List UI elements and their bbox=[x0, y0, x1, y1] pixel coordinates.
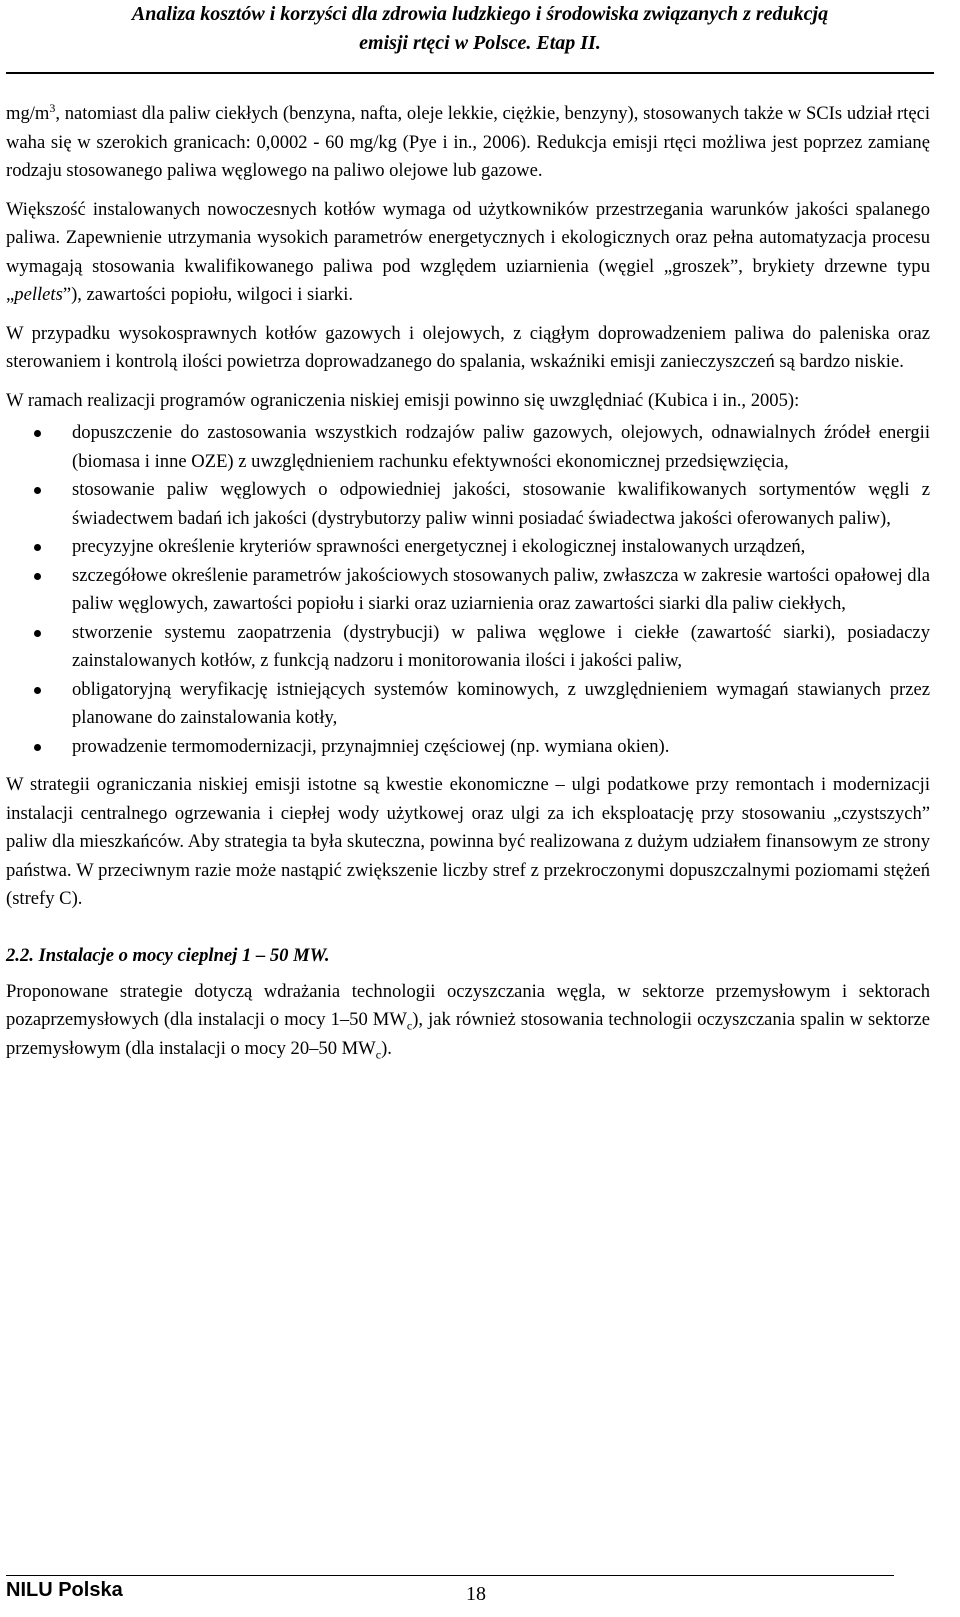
footer-divider bbox=[6, 1575, 894, 1576]
list-item bbox=[6, 419, 930, 476]
list-item bbox=[6, 676, 930, 733]
list-item-text: obligatoryjną weryfikację istniejących systemów kominowych, z uwzględnieniem wymagań stawianych przez planowane do zainstalowania kotły, bbox=[72, 678, 930, 728]
list-item bbox=[6, 562, 930, 619]
list-item-text: prowadzenie termomodernizacji, przynajmniej częściowej (np. wymiana okien). bbox=[72, 735, 670, 757]
p6-subscript-2: c bbox=[375, 1047, 382, 1062]
paragraph-gas-oil-boilers: W przypadku wysokosprawnych kotłów gazowych i olejowych, z ciągłym doprowadzeniem paliwa do paleniska oraz sterowaniem i kontrolą ilości powietrza doprowadzanego do spalania, wskaźniki emisji zanieczyszczeń są bardzo niskie. bbox=[6, 322, 930, 372]
p2-text-start: Większość instalowanych nowoczesnych kotłów wymaga od użytkowników przestrzegania warunków jakości spalanego paliwa. Zapewnienie utrzymania wysokich parametrów energetycznych i ekologicznych oraz pełna automatyzacja procesu wymagają stosowania kwalifikowanego paliwa pod względem uziarnienia (węgiel „groszek”, brykiety drzewne typu „ bbox=[6, 198, 930, 305]
paragraph-economic-strategy: W strategii ograniczania niskiej emisji istotne są kwestie ekonomiczne – ulgi podatkowe przy remontach i modernizacji instalacji centralnego ogrzewania i ciepłej wody użytkowej oraz ulgi za ich eksploatację przy stosowaniu „czystszych” paliw dla mieszkańców. Aby strategia ta była skuteczna, powinna być realizowana z dużym udziałem finansowym ze strony państwa. W przeciwnym razie może nastąpić zwiększenie liczby stref z przekroczonymi dopuszczalnymi poziomami stężeń (strefy C). bbox=[6, 774, 930, 909]
header-divider bbox=[6, 72, 934, 74]
bullet-icon bbox=[34, 487, 41, 494]
p6-text-b: ), jak również stosowania technologii oczyszczania spalin w sektorze przemysłowym (dla instalacji o mocy 20–50 MW bbox=[6, 1009, 930, 1059]
bullet-icon bbox=[34, 573, 41, 580]
list-item bbox=[6, 619, 930, 676]
list-item bbox=[6, 733, 930, 762]
bullet-icon bbox=[34, 630, 41, 637]
footer-organization: NILU Polska bbox=[6, 1579, 123, 1601]
header-title-line1: Analiza kosztów i korzyści dla zdrowia ludzkiego i środowiska związanych z redukcją bbox=[131, 3, 829, 25]
paragraph-fuel-mercury bbox=[6, 100, 930, 186]
p6-text-a: Proponowane strategie dotyczą wdrażania technologii oczyszczania węgla, w sektorze przemysłowym i sektorach pozaprzemysłowych (dla instalacji o mocy 1–50 MW bbox=[6, 980, 930, 1030]
list-item bbox=[6, 533, 930, 562]
bullet-icon bbox=[34, 430, 41, 437]
p1-superscript: 3 bbox=[49, 100, 56, 115]
p6-subscript-1: c bbox=[406, 1018, 413, 1033]
list-item-text: stosowanie paliw węglowych o odpowiedniej jakości, stosowanie kwalifikowanych sortymentów węgli z świadectwem badań ich jakości (dystrybutorzy paliw winni posiadać świadectwa jakości oferowanych paliw), bbox=[72, 479, 930, 529]
p1-text-rest: , natomiast dla paliw ciekłych (benzyna, nafta, oleje lekkie, ciężkie, benzyny), stosowanych także w SCIs udział rtęci waha się w szerokich granicach: 0,0002 - 60 mg/kg (Pye i in., 2006). Redukcja emisji rtęci możliwa jest poprzez zamianę rodzaju stosowanego paliwa węglowego na paliwo olejowe lub gazowe. bbox=[6, 103, 930, 181]
p6-text-c: ). bbox=[381, 1037, 392, 1059]
list-item-text: szczegółowe określenie parametrów jakościowych stosowanych paliw, zwłaszcza w zakresie wartości opałowej dla paliw węglowych, zawartości popiołu i siarki oraz uziarnienia oraz zawartości siarki dla paliw ciekłych, bbox=[72, 564, 930, 614]
list-item-text: precyzyjne określenie kryteriów sprawności energetycznej i ekologicznej instalowanych urządzeń, bbox=[72, 536, 806, 557]
bullet-icon bbox=[34, 687, 41, 694]
bullet-icon bbox=[34, 744, 41, 751]
page-number: 18 bbox=[466, 1583, 486, 1605]
list-item-text: dopuszczenie do zastosowania wszystkich rodzajów paliw gazowych, olejowych, odnawialnych źródeł energii (biomasa i inne OZE) z uwzględnieniem rachunku efektywności ekonomicznej przedsięwzięcia, bbox=[72, 422, 930, 472]
p2-text-rest: ”), zawartości popiołu, wilgoci i siarki. bbox=[62, 284, 354, 305]
p1-text-start: mg/m bbox=[6, 103, 50, 124]
running-header bbox=[0, 0, 960, 58]
header-title-line2: emisji rtęci w Polsce. Etap II. bbox=[359, 32, 601, 54]
paragraph-proposed-strategies bbox=[6, 978, 930, 1064]
section-heading: 2.2. Instalacje o mocy cieplnej 1 – 50 MW. bbox=[6, 944, 330, 966]
list-item-text: stworzenie systemu zaopatrzenia (dystrybucji) w paliwa węglowe i ciekłe (zawartość siarki), posiadaczy zainstalowanych kotłów, z funkcją nadzoru i monitorowania ilości i jakości paliw, bbox=[72, 621, 930, 671]
p2-italic-term: pellets bbox=[14, 284, 63, 305]
bullet-icon bbox=[34, 544, 41, 551]
list-item bbox=[6, 476, 930, 533]
paragraph-boiler-requirements bbox=[6, 196, 930, 310]
paragraph-programs-intro: W ramach realizacji programów ograniczenia niskiej emisji powinno się uwzględniać (Kubica i in., 2005): bbox=[6, 389, 800, 411]
measures-list bbox=[6, 419, 930, 761]
page-body bbox=[6, 100, 930, 1073]
